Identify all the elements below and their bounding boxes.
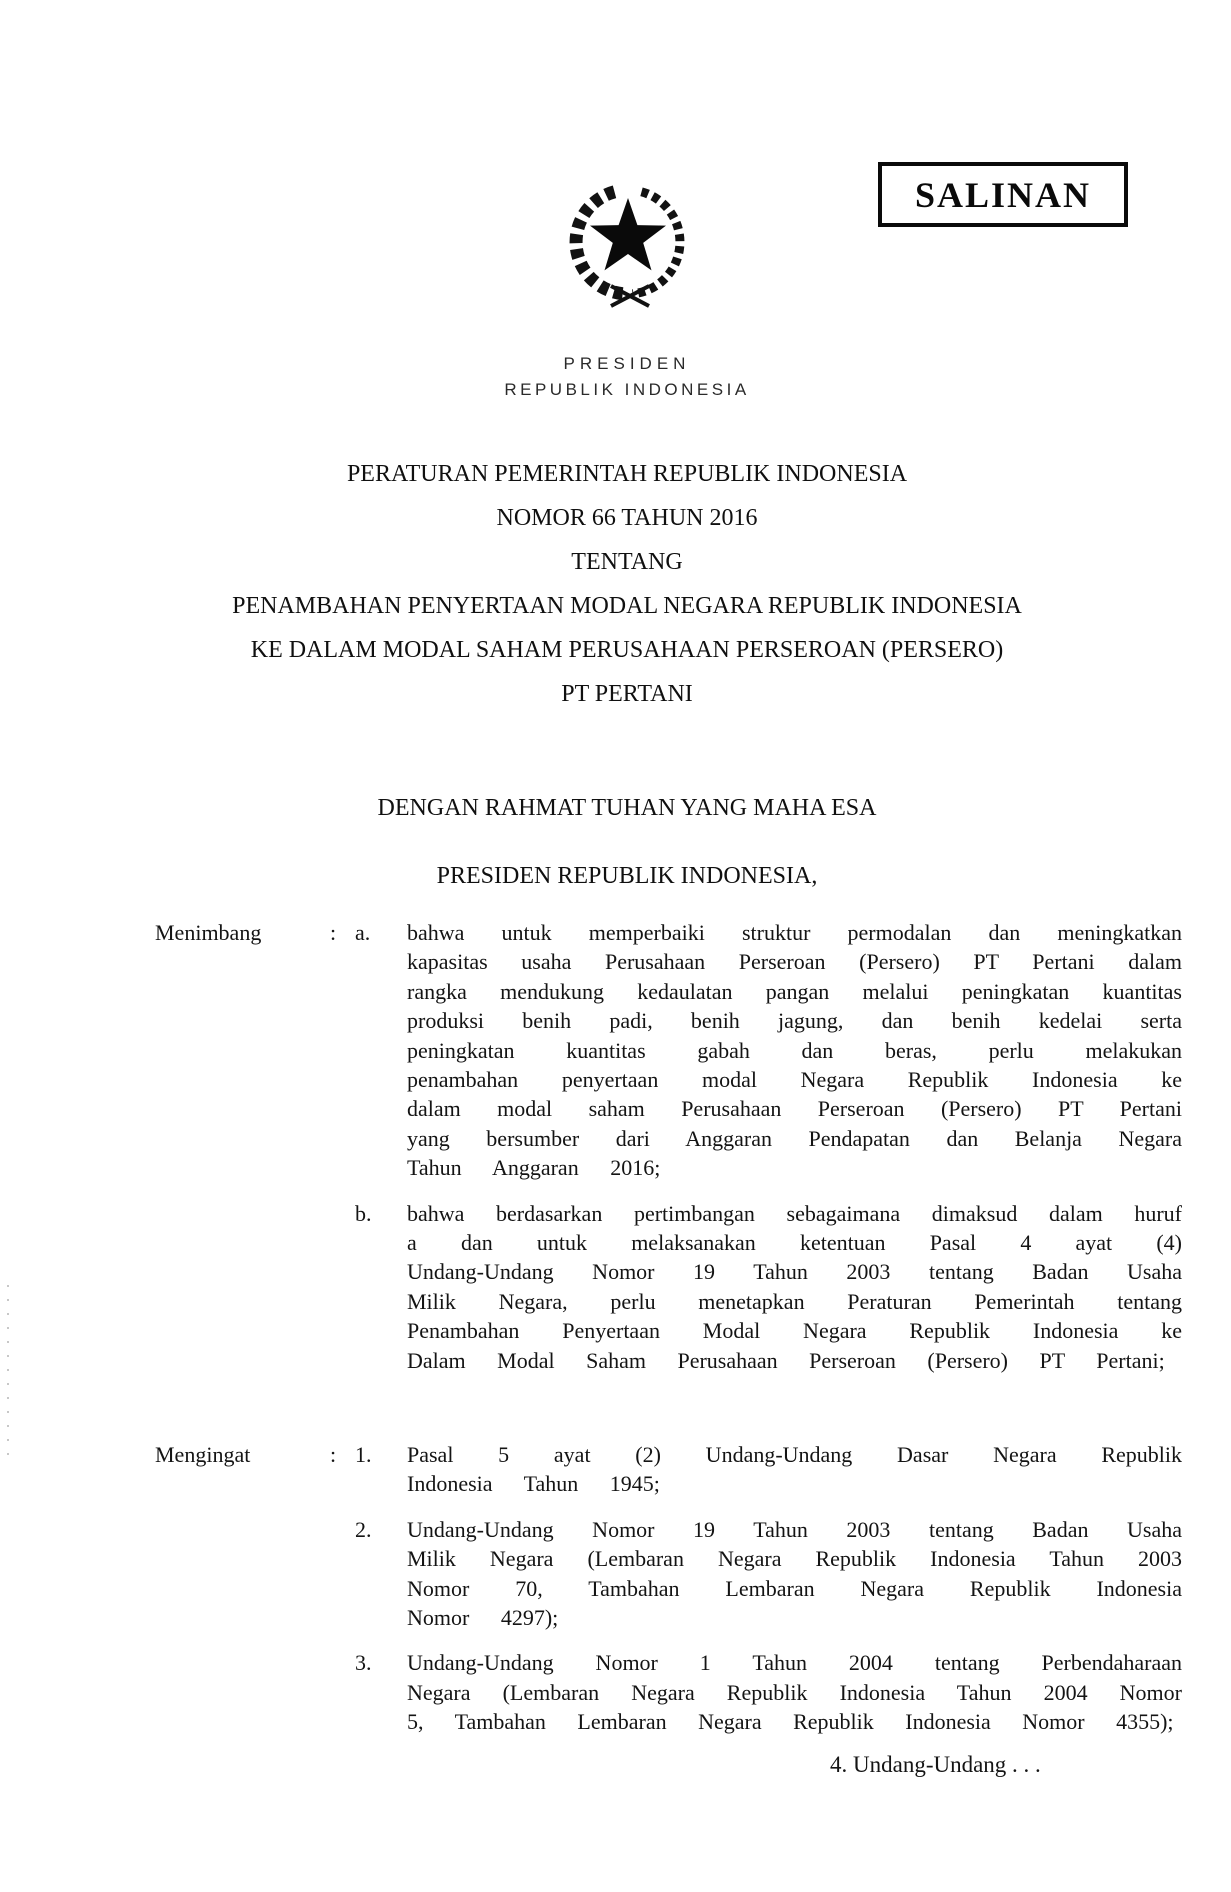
section-label: Mengingat bbox=[155, 1442, 251, 1467]
title-line-number: NOMOR 66 TAHUN 2016 bbox=[496, 505, 758, 531]
legal-basis-item bbox=[155, 1440, 1190, 1499]
section-menimbang bbox=[155, 918, 1190, 1375]
section-colon: : bbox=[330, 920, 337, 945]
legal-basis-item bbox=[155, 1648, 1190, 1736]
consideration-item bbox=[155, 918, 1190, 1183]
item-text: Undang-Undang Nomor 19 Tahun 2003 tentang Badan Usaha Milik Negara (Lembaran Negara Republik Indonesia Tahun 2003 Nomor 70, Tambahan Lembaran Negara Republik Indonesia Nomor 4297); bbox=[407, 1516, 1182, 1631]
item-marker: 2. bbox=[355, 1516, 372, 1542]
item-marker: b. bbox=[355, 1200, 372, 1226]
item-marker: 3. bbox=[355, 1650, 372, 1676]
section-label: Menimbang bbox=[155, 920, 262, 945]
item-text: bahwa untuk memperbaiki struktur permodalan dan meningkatkan kapasitas usaha Perusahaan Perseroan (Persero) PT Pertani dalam rangka mendukung kedaulatan pangan melalui peningkatan kuantitas produksi benih padi, benih jagung, dan benih kedelai serta peningkatan kuantitas gabah dan beras, perlu melakukan penambahan penyertaan modal Negara Republik Indonesia ke dalam modal saham Perusahaan Perseroan (Persero) PT Pertani yang bersumber dari Anggaran Pendapatan dan Belanja Negara Tahun Anggaran 2016; bbox=[407, 920, 1182, 1181]
title-line-subject-1: PENAMBAHAN PENYERTAAN MODAL NEGARA REPUBLIK INDONESIA bbox=[232, 593, 1022, 619]
salinan-stamp-label: SALINAN bbox=[914, 174, 1092, 215]
scan-artifact bbox=[7, 1285, 9, 1455]
item-text: Undang-Undang Nomor 1 Tahun 2004 tentang Perbendaharaan Negara (Lembaran Negara Republik Indonesia Tahun 2004 Nomor 5, Tambahan Lembaran Negara Republik Indonesia Nomor 4355); bbox=[407, 1650, 1182, 1735]
legal-basis-item bbox=[155, 1515, 1190, 1633]
regulation-title-block bbox=[77, 452, 1177, 716]
title-line-subject-2: KE DALAM MODAL SAHAM PERUSAHAAN PERSEROAN (PERSERO) bbox=[250, 637, 1004, 663]
letterhead-presiden: PRESIDEN bbox=[563, 354, 691, 373]
consideration-item bbox=[155, 1199, 1190, 1375]
item-marker: 1. bbox=[355, 1442, 372, 1467]
section-mengingat bbox=[155, 1440, 1190, 1737]
section-colon: : bbox=[330, 1442, 337, 1467]
item-text: bahwa berdasarkan pertimbangan sebagaimana dimaksud dalam huruf a dan untuk melaksanakan ketentuan Pasal 4 ayat (4) Undang-Undang Nomor 19 Tahun 2003 tentang Badan Usaha Milik Negara, perlu menetapkan Peraturan Pemerintah tentang Penambahan Penyertaan Modal Negara Republik Indonesia ke Dalam Modal Saham Perusahaan Perseroan (Persero) PT Pertani; bbox=[407, 1200, 1182, 1373]
catchword: 4. Undang-Undang . . . bbox=[830, 1752, 1041, 1777]
presidential-emblem-icon bbox=[553, 175, 703, 320]
letterhead-republik-indonesia: REPUBLIK INDONESIA bbox=[504, 380, 750, 399]
invocation-line: DENGAN RAHMAT TUHAN YANG MAHA ESA bbox=[377, 795, 877, 821]
title-line-regulation: PERATURAN PEMERINTAH REPUBLIK INDONESIA bbox=[346, 461, 908, 487]
salinan-stamp bbox=[878, 162, 1128, 227]
item-marker: a. bbox=[355, 920, 371, 945]
title-line-tentang: TENTANG bbox=[571, 549, 683, 575]
title-line-subject-3: PT PERTANI bbox=[561, 681, 693, 707]
star-wreath-icon bbox=[553, 175, 703, 320]
issuer-line: PRESIDEN REPUBLIK INDONESIA, bbox=[436, 863, 818, 889]
item-text: Pasal 5 ayat (2) Undang-Undang Dasar Negara Republik Indonesia Tahun 1945; bbox=[407, 1442, 1182, 1497]
